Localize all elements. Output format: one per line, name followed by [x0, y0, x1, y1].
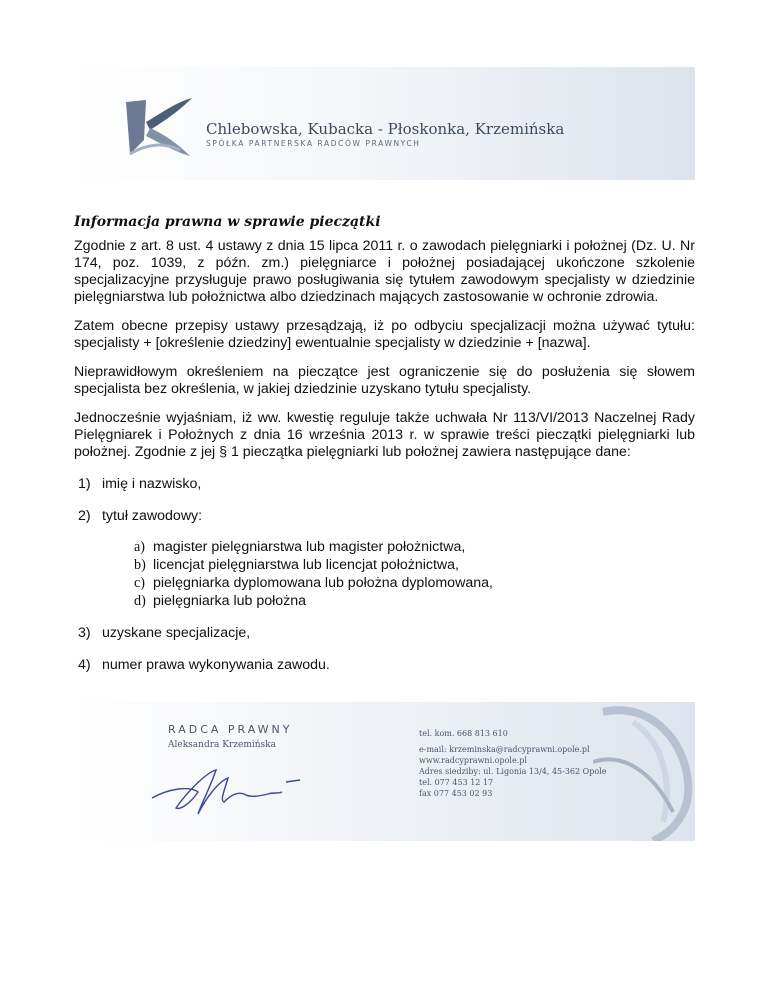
- list-text: imię i nazwisko,: [101, 476, 202, 492]
- sublist-item: [134, 538, 695, 556]
- paragraph-3: Nieprawidłowym określeniem na pieczątce jest ograniczenie się do posłużenia się słowem specjalista bez określenia, w jakiej dziedzinie uzyskano tytułu specjalisty.: [74, 364, 695, 397]
- mobile-phone: tel. kom. 668 813 610: [419, 729, 508, 738]
- handwritten-signature: [150, 758, 305, 820]
- email-address: e-mail: krzeminska@radcyprawni.opole.pl: [419, 745, 590, 754]
- sublist-letter: b): [134, 557, 146, 573]
- sublist-text: magister pielęgniarstwa lub magister położnictwa,: [153, 539, 466, 555]
- ribbon-swirl-icon: [593, 702, 695, 841]
- sublist-text: pielęgniarka dyplomowana lub położna dyplomowana,: [153, 575, 493, 591]
- list-text: uzyskane specjalizacje,: [101, 625, 251, 641]
- list-item: [74, 476, 695, 493]
- sublist-text: licencjat pielęgniarstwa lub licencjat położnictwa,: [153, 557, 459, 573]
- sublist-item: [134, 592, 695, 610]
- list-number: 4): [78, 657, 91, 673]
- paragraph-4: Jednocześnie wyjaśniam, iż ww. kwestię reguluje także uchwała Nr 113/VI/2013 Naczelnej Rady Pielęgniarek i Położnych z dnia 16 września 2013 r. w sprawie treści pieczątki pielęgniarki lub położnej. Zgodnie z jej § 1 pieczątka pielęgniarki lub położnej zawiera następujące dane:: [74, 410, 695, 460]
- sublist-letter: a): [134, 539, 146, 555]
- sublist-letter: d): [134, 593, 146, 609]
- office-address: Adres siedziby: ul. Ligonia 13/4, 45-362 Opole: [419, 767, 607, 776]
- firm-name: Chlebowska, Kubacka - Płoskonka, Krzemińska: [206, 120, 565, 138]
- legal-counsel-title: RADCA PRAWNY: [168, 723, 293, 736]
- paragraph-2: Zatem obecne przepisy ustawy przesądzają, iż po odbyciu specjalizacji można używać tytułu: specjalisty + [określenie dziedziny] ewentualnie specjalisty w dziedzinie + [nazwa].: [74, 318, 695, 351]
- sublist-item: [134, 556, 695, 574]
- document-title: Informacja prawna w sprawie pieczątki: [74, 214, 381, 230]
- document-body: [74, 214, 695, 689]
- list-item: [74, 508, 695, 610]
- contact-block: [419, 728, 606, 799]
- list-text: numer prawa wykonywania zawodu.: [101, 657, 330, 673]
- stamp-data-list: [74, 476, 695, 674]
- list-number: 2): [78, 508, 91, 524]
- list-item: [74, 657, 695, 674]
- phone: tel. 077 453 12 17: [419, 778, 494, 787]
- counsel-name: Aleksandra Krzemińska: [168, 740, 276, 750]
- list-number: 1): [78, 476, 91, 492]
- paragraph-1: Zgodnie z art. 8 ust. 4 ustawy z dnia 15 lipca 2011 r. o zawodach pielęgniarki i położnej (Dz. U. Nr 174, poz. 1039, z późn. zm.) pielęgniarce i położnej posiadającej ukończone szkolenie specjalizacyjne przysługuje prawo posługiwania się tytułem zawodowym specjalisty w dziedzinie pielęgniarstwa lub położnictwa albo dziedzinach mających zastosowanie w ochronie zdrowia.: [74, 238, 695, 305]
- title-sublist: [74, 538, 695, 610]
- ribbon-k-logo-icon: [120, 94, 196, 160]
- sublist-item: [134, 574, 695, 592]
- list-item: [74, 625, 695, 642]
- firm-subtitle: SPÓŁKA PARTNERSKA RADCÓW PRAWNYCH: [206, 139, 421, 148]
- fax: fax 077 453 02 93: [419, 789, 493, 798]
- list-text: tytuł zawodowy:: [101, 508, 203, 524]
- sublist-letter: c): [134, 575, 146, 591]
- list-number: 3): [78, 625, 91, 641]
- website: www.radcyprawni.opole.pl: [419, 756, 527, 765]
- sublist-text: pielęgniarka lub położna: [153, 593, 307, 609]
